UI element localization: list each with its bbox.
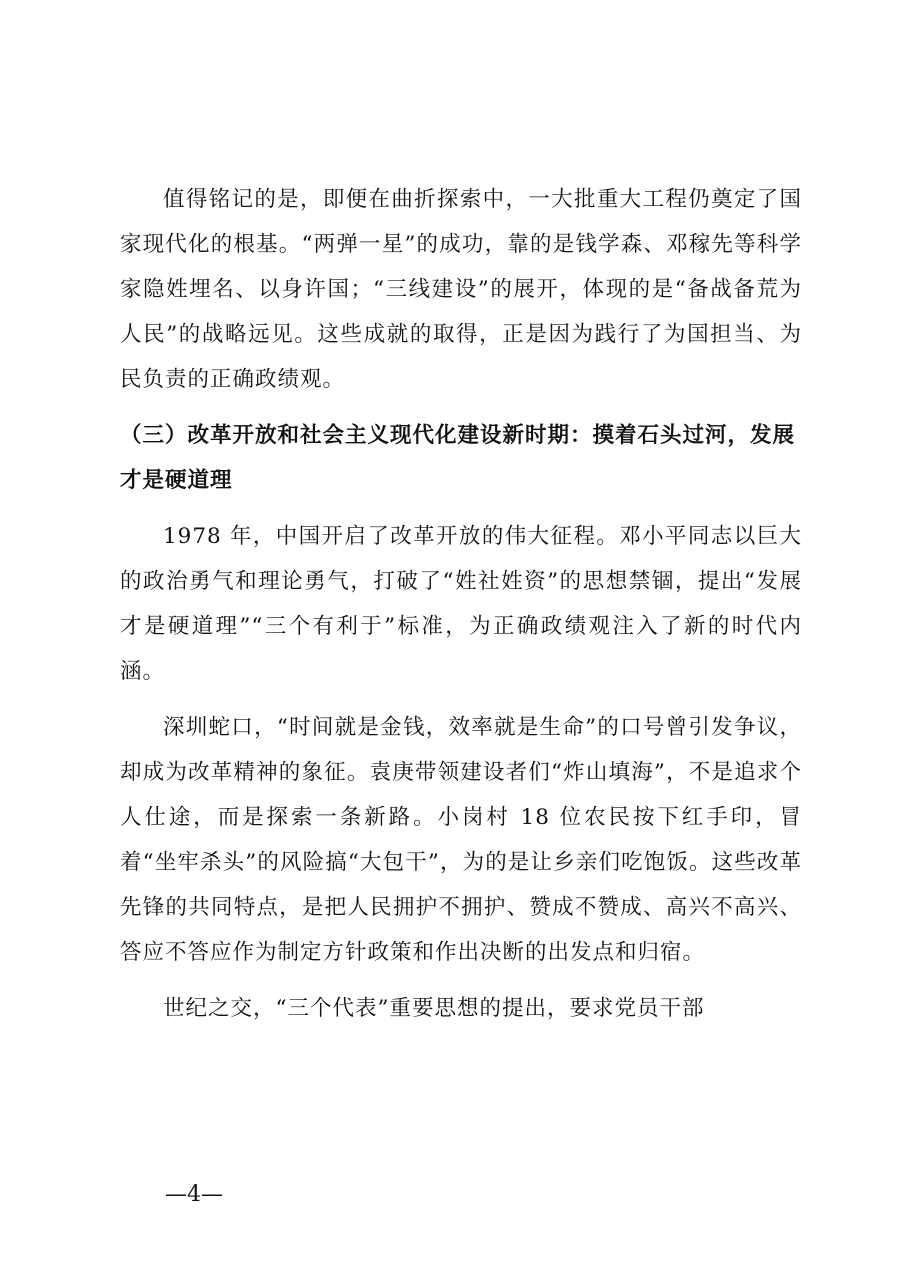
paragraph-shenzhen-shekou: 深圳蛇口，“时间就是金钱，效率就是生命”的口号曾引发争议，却成为改革精神的象征。袁庚带领建设者们“炸山填海”，不是追求个人仕途，而是探索一条新路。小岗村 18 位农民按下红手印，冒着“坐牢杀头”的风险搞“大包干”，为的是让乡亲们吃饱饭。这些改革先锋的共同特点，是把人民拥护不拥护、赞成不赞成、高兴不高兴、答应不答应作为制定方针政策和作出决断的出发点和归宿。 bbox=[120, 715, 802, 965]
section-heading-reform-era: （三）改革开放和社会主义现代化建设新时期：摸着石头过河，发展才是硬道理 bbox=[120, 423, 796, 493]
paragraph-three-represents: 世纪之交，“三个代表”重要思想的提出，要求党员干部 bbox=[163, 996, 705, 1021]
paragraph-two-bombs-one-satellite: 值得铭记的是，即便在曲折探索中，一大批重大工程仍奠定了国家现代化的根基。“两弹一星”的成功，靠的是钱学森、邓稼先等科学家隐姓埋名、以身许国；“三线建设”的展开，体现的是“备战备荒为人民”的战略远见。这些成就的取得，正是因为践行了为国担当、为民负责的正确政绩观。 bbox=[120, 187, 802, 392]
document-body bbox=[120, 177, 802, 1031]
paragraph-1978-reform: 1978 年，中国开启了改革开放的伟大征程。邓小平同志以巨大的政治勇气和理论勇气，打破了“姓社姓资”的思想禁锢，提出“发展才是硬道理”“三个有利于”标准，为正确政绩观注入了新的时代内涵。 bbox=[120, 524, 802, 684]
page-number: —4— bbox=[165, 1182, 223, 1207]
